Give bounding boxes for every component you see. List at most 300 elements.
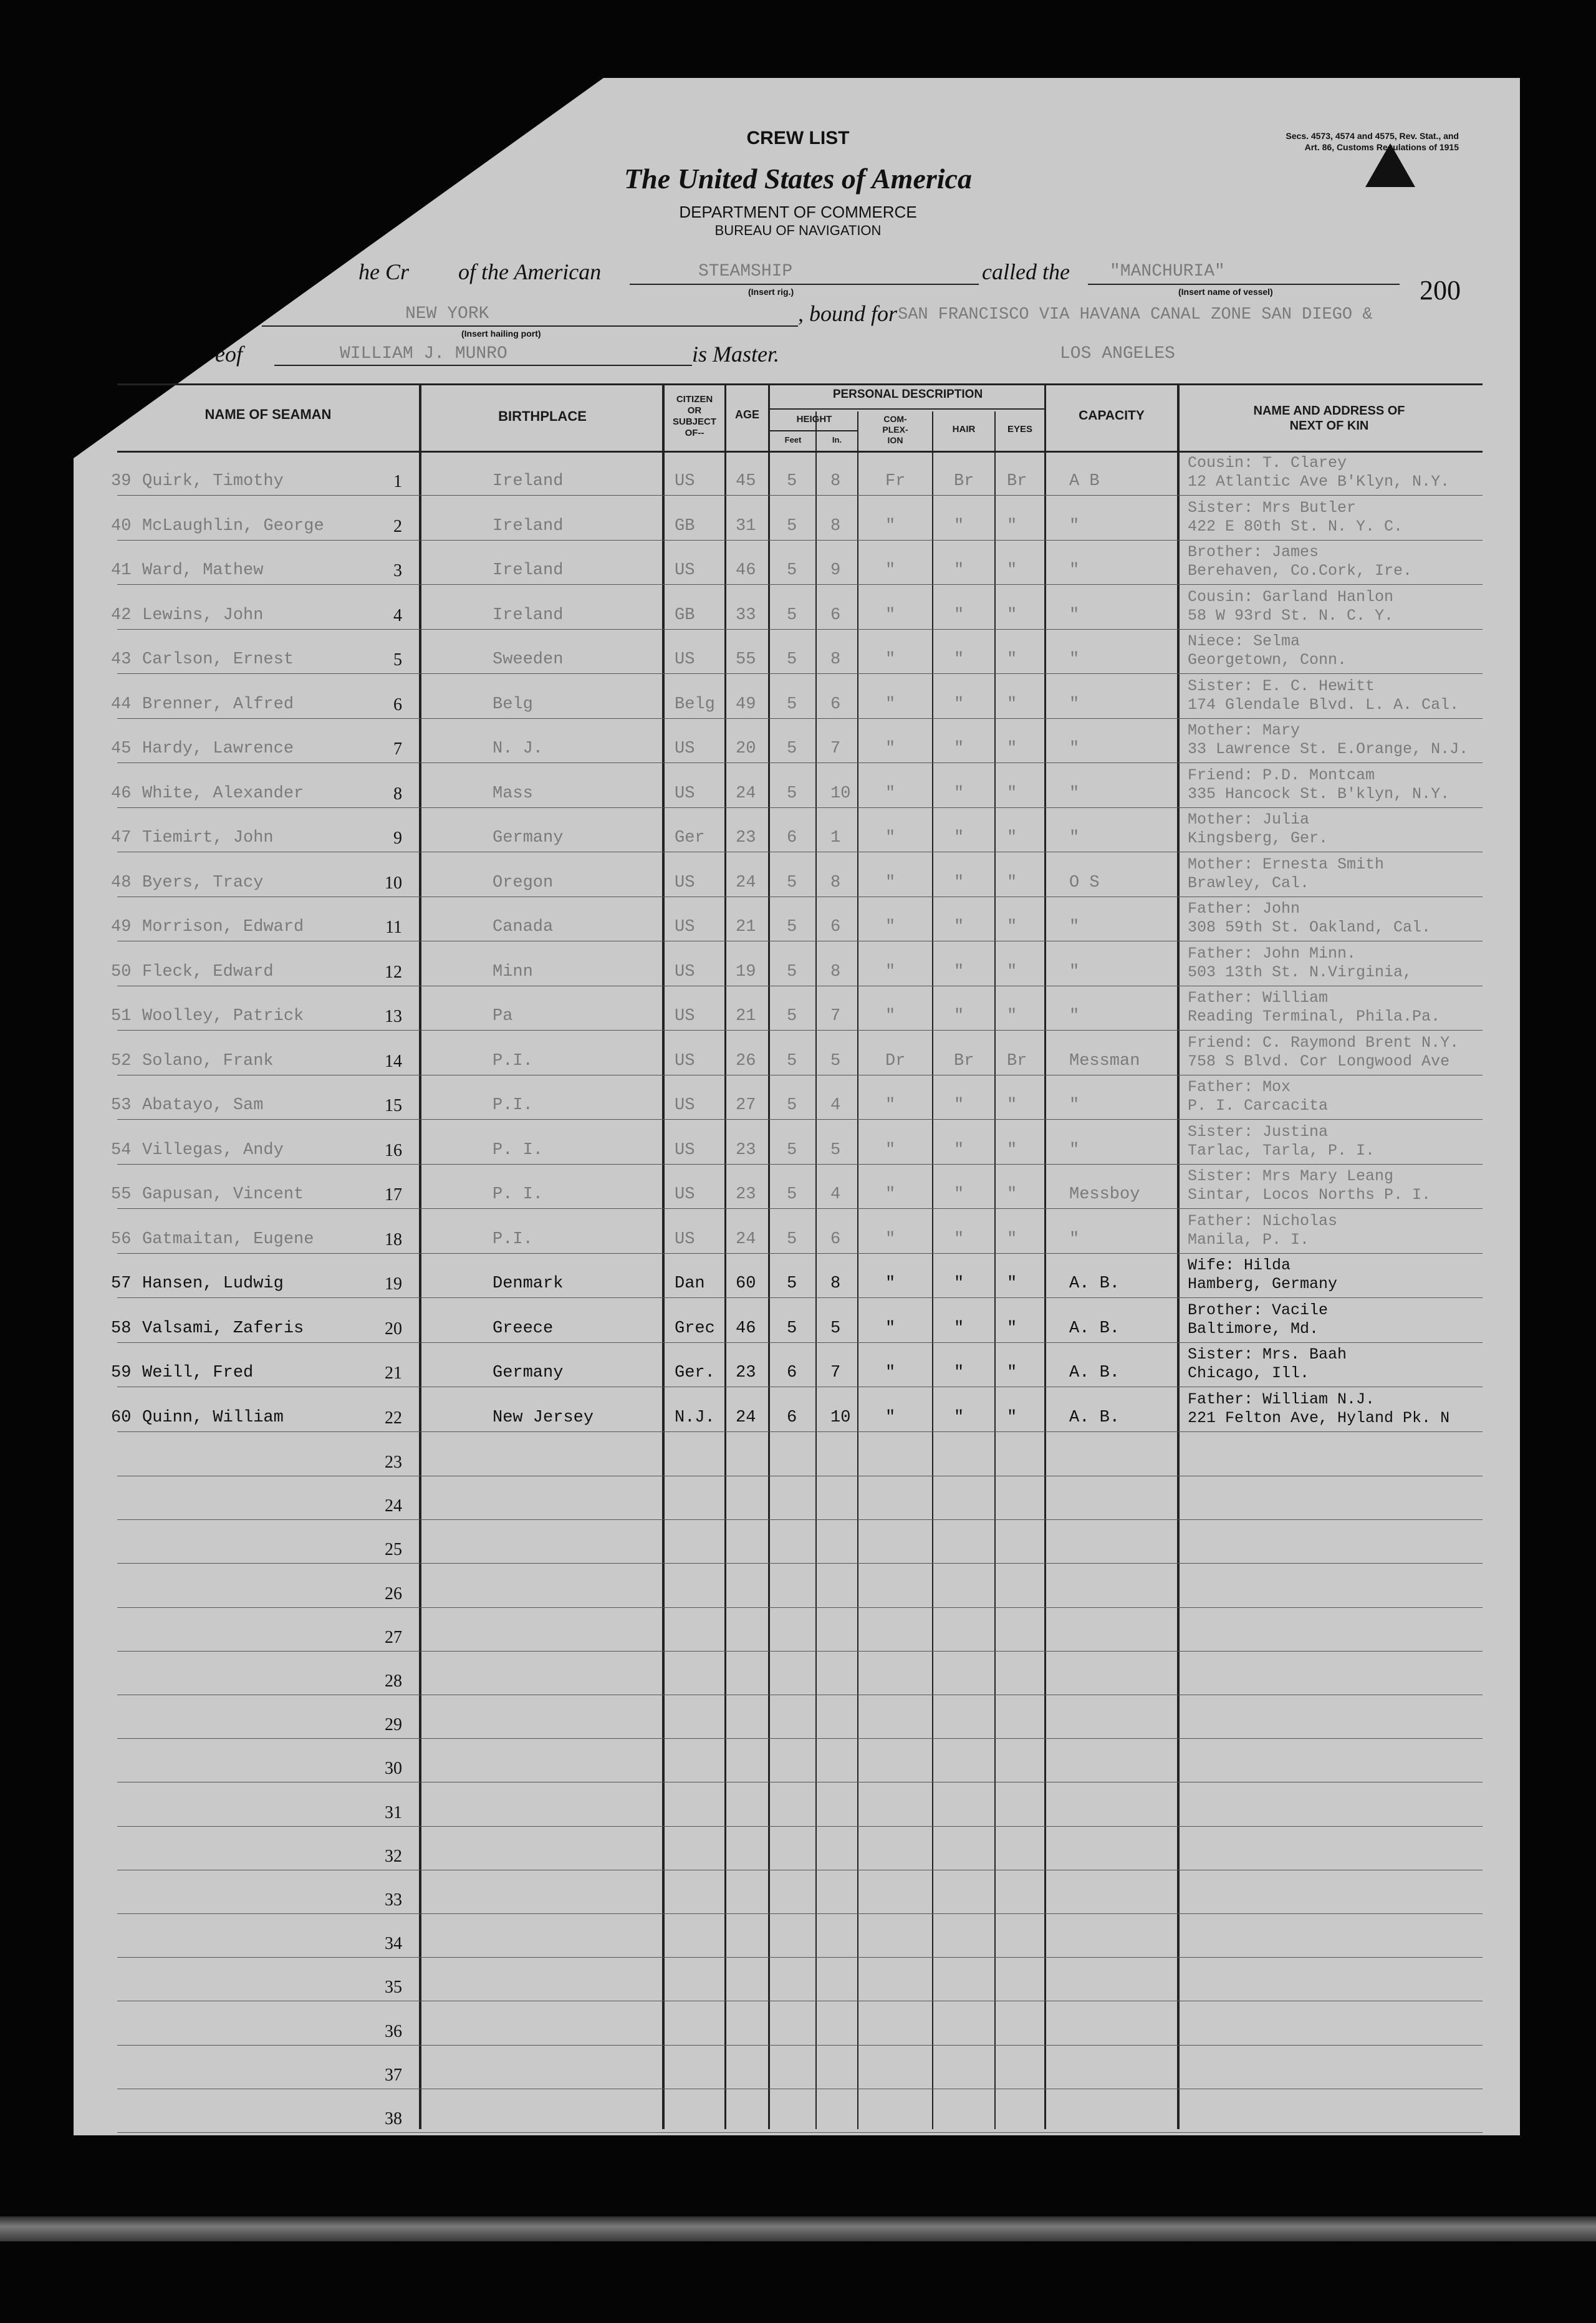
row-rule bbox=[117, 673, 1483, 674]
cell-in: 7 bbox=[830, 1364, 841, 1382]
cell-kin1: Niece: Selma bbox=[1188, 632, 1300, 650]
cell-age: 60 bbox=[736, 1274, 756, 1293]
row-rule bbox=[117, 1826, 1483, 1827]
cell-name: Byers, Tracy bbox=[142, 873, 264, 892]
destination-continued: LOS ANGELES bbox=[1060, 344, 1175, 363]
col-header-hair: HAIR bbox=[952, 424, 976, 435]
cell-seq: 49 bbox=[111, 918, 132, 936]
cell-comp: " bbox=[885, 516, 896, 536]
cell-in: 8 bbox=[830, 650, 841, 669]
empty-row-number: 23 bbox=[385, 1453, 402, 1472]
form-title: CREW LIST bbox=[746, 128, 850, 148]
whereof-label: eof bbox=[215, 342, 243, 367]
cell-hair: " bbox=[954, 650, 964, 669]
col-header-complexion-2: PLEX- bbox=[882, 425, 908, 435]
row-rule bbox=[117, 718, 1483, 719]
cell-birth: Ireland bbox=[493, 516, 564, 536]
row-rule bbox=[117, 807, 1483, 808]
cell-age: 24 bbox=[736, 1408, 756, 1427]
cell-birth: Sweeden bbox=[493, 650, 564, 669]
department-title: DEPARTMENT OF COMMERCE bbox=[679, 203, 917, 221]
cell-comp: " bbox=[885, 561, 896, 580]
row-number: 11 bbox=[385, 918, 402, 937]
col-header-feet: Feet bbox=[784, 435, 802, 445]
cell-kin2: Manila, P. I. bbox=[1188, 1230, 1310, 1249]
cell-seq: 45 bbox=[111, 739, 132, 758]
cell-cap: " bbox=[1069, 1140, 1080, 1160]
cell-birth: Ireland bbox=[493, 561, 564, 580]
line1-text: of the American bbox=[458, 259, 602, 284]
cell-eyes: " bbox=[1007, 1408, 1017, 1427]
cell-birth: P.I. bbox=[493, 1096, 533, 1115]
cell-kin2: Brawley, Cal. bbox=[1188, 873, 1310, 892]
cell-cit: US bbox=[675, 962, 695, 981]
cell-kin2: 221 Felton Ave, Hyland Pk. N bbox=[1188, 1408, 1450, 1427]
cell-kin2: 12 Atlantic Ave B'Klyn, N.Y. bbox=[1188, 473, 1450, 491]
cell-comp: " bbox=[885, 1319, 896, 1338]
cell-eyes: " bbox=[1007, 829, 1017, 847]
row-number: 14 bbox=[385, 1051, 402, 1071]
col-divider-3 bbox=[724, 383, 726, 2129]
cell-cit: US bbox=[675, 784, 695, 803]
cell-in: 6 bbox=[830, 918, 841, 936]
row-rule bbox=[117, 1563, 1483, 1564]
cell-in: 7 bbox=[830, 1007, 841, 1026]
statute-note-1: Secs. 4573, 4574 and 4575, Rev. Stat., and bbox=[1286, 131, 1459, 141]
cell-hair: " bbox=[954, 1319, 964, 1338]
cell-comp: " bbox=[885, 1007, 896, 1026]
cell-birth: N. J. bbox=[493, 739, 544, 758]
hailing-underline bbox=[262, 325, 798, 327]
cell-in: 8 bbox=[830, 962, 841, 981]
cell-kin1: Father: Mox bbox=[1188, 1078, 1291, 1096]
vessel-underline bbox=[1088, 284, 1400, 285]
cell-seq: 55 bbox=[111, 1185, 132, 1204]
cell-birth: P. I. bbox=[493, 1185, 544, 1204]
cell-seq: 42 bbox=[111, 605, 132, 625]
cell-comp: " bbox=[885, 962, 896, 981]
line1-prefix: he Cr bbox=[358, 259, 409, 284]
vessel-caption: (Insert name of vessel) bbox=[1178, 287, 1273, 297]
col-header-citizen-1: CITIZEN bbox=[676, 394, 713, 405]
cell-kin2: Hamberg, Germany bbox=[1188, 1275, 1338, 1293]
cell-kin1: Brother: James bbox=[1188, 543, 1319, 561]
cell-birth: New Jersey bbox=[493, 1408, 594, 1427]
cell-seq: 44 bbox=[111, 695, 132, 714]
row-number: 13 bbox=[385, 1007, 402, 1026]
empty-row-number: 37 bbox=[385, 2065, 402, 2085]
cell-ft: 5 bbox=[787, 1274, 797, 1293]
hailing-port: NEW YORK bbox=[405, 304, 489, 324]
cell-seq: 41 bbox=[111, 561, 132, 580]
row-rule bbox=[117, 1119, 1483, 1120]
cell-ft: 5 bbox=[787, 1096, 797, 1115]
table-top-rule bbox=[117, 383, 1483, 385]
cell-cit: US bbox=[675, 1140, 695, 1160]
cell-kin1: Father: Nicholas bbox=[1188, 1211, 1338, 1230]
cell-age: 21 bbox=[736, 918, 756, 936]
row-rule bbox=[117, 1738, 1483, 1739]
cell-in: 8 bbox=[830, 516, 841, 536]
row-rule bbox=[117, 1431, 1483, 1432]
cell-kin1: Wife: Hilda bbox=[1188, 1256, 1291, 1274]
cell-cit: US bbox=[675, 1051, 695, 1070]
cell-birth: P. I. bbox=[493, 1140, 544, 1160]
cell-kin2: P. I. Carcacita bbox=[1188, 1097, 1329, 1115]
cell-cit: US bbox=[675, 650, 695, 669]
cell-birth: Ireland bbox=[493, 605, 564, 625]
cell-in: 8 bbox=[830, 472, 841, 491]
film-edge bbox=[0, 2216, 1596, 2241]
cell-name: Brenner, Alfred bbox=[142, 695, 294, 714]
cell-eyes: " bbox=[1007, 1140, 1017, 1160]
cell-kin2: Sintar, Locos Norths P. I. bbox=[1188, 1186, 1431, 1204]
row-rule bbox=[117, 1519, 1483, 1520]
col-header-capacity: CAPACITY bbox=[1079, 408, 1145, 423]
cell-cit: Grec bbox=[675, 1319, 715, 1338]
cell-kin1: Friend: C. Raymond Brent N.Y. bbox=[1188, 1033, 1459, 1052]
cell-cit: Ger. bbox=[675, 1364, 715, 1382]
col-divider-9 bbox=[1044, 383, 1046, 2129]
col-divider-8 bbox=[994, 411, 996, 2129]
row-number: 9 bbox=[393, 829, 402, 848]
cell-age: 31 bbox=[736, 516, 756, 536]
row-rule bbox=[117, 1342, 1483, 1343]
cell-hair: " bbox=[954, 1229, 964, 1249]
cell-cit: GB bbox=[675, 516, 695, 536]
cell-hair: Br bbox=[954, 1051, 974, 1070]
cell-age: 24 bbox=[736, 784, 756, 803]
cell-seq: 58 bbox=[111, 1319, 132, 1338]
cell-comp: " bbox=[885, 605, 896, 625]
cell-age: 23 bbox=[736, 1364, 756, 1382]
cell-seq: 60 bbox=[111, 1408, 132, 1427]
cell-in: 6 bbox=[830, 695, 841, 714]
cell-hair: " bbox=[954, 605, 964, 625]
cell-cit: US bbox=[675, 739, 695, 758]
cell-name: Solano, Frank bbox=[142, 1051, 274, 1070]
cell-ft: 5 bbox=[787, 1185, 797, 1204]
cell-seq: 56 bbox=[111, 1229, 132, 1249]
cell-cit: US bbox=[675, 561, 695, 580]
cell-kin1: Sister: Mrs Mary Leang bbox=[1188, 1167, 1394, 1185]
cell-name: Fleck, Edward bbox=[142, 962, 274, 981]
cell-birth: Mass bbox=[493, 784, 533, 803]
cell-seq: 50 bbox=[111, 962, 132, 981]
cell-hair: " bbox=[954, 829, 964, 847]
row-number: 8 bbox=[393, 784, 402, 804]
cell-kin2: 308 59th St. Oakland, Cal. bbox=[1188, 918, 1431, 936]
col-header-citizen-4: OF-- bbox=[685, 428, 704, 438]
cell-cap: A. B. bbox=[1069, 1408, 1120, 1427]
empty-row-number: 32 bbox=[385, 1846, 402, 1866]
cell-name: Tiemirt, John bbox=[142, 829, 274, 847]
col-header-height: HEIGHT bbox=[796, 414, 832, 425]
cell-eyes: " bbox=[1007, 1185, 1017, 1204]
cell-cap: " bbox=[1069, 829, 1080, 847]
cell-cap: " bbox=[1069, 1229, 1080, 1249]
cell-kin2: Kingsberg, Ger. bbox=[1188, 829, 1329, 847]
cell-name: Morrison, Edward bbox=[142, 918, 304, 936]
cell-ft: 5 bbox=[787, 1140, 797, 1160]
cell-kin1: Mother: Ernesta Smith bbox=[1188, 855, 1385, 873]
cell-cit: US bbox=[675, 1185, 695, 1204]
row-number: 4 bbox=[393, 605, 402, 625]
col-divider-6 bbox=[857, 411, 858, 2129]
row-rule bbox=[117, 495, 1483, 496]
cell-name: Carlson, Ernest bbox=[142, 650, 294, 669]
cell-ft: 5 bbox=[787, 516, 797, 536]
rig-value: STEAMSHIP bbox=[698, 262, 793, 281]
cell-kin1: Father: William bbox=[1188, 989, 1329, 1007]
col-header-personal: PERSONAL DESCRIPTION bbox=[832, 388, 983, 401]
col-header-age: AGE bbox=[734, 408, 759, 421]
cell-age: 19 bbox=[736, 962, 756, 981]
cell-cit: Ger bbox=[675, 829, 705, 847]
row-rule bbox=[117, 762, 1483, 763]
cell-in: 8 bbox=[830, 1274, 841, 1293]
row-number: 7 bbox=[393, 739, 402, 759]
cell-cit: N.J. bbox=[675, 1408, 715, 1427]
cell-seq: 52 bbox=[111, 1051, 132, 1070]
cell-in: 5 bbox=[830, 1051, 841, 1070]
cell-birth: Minn bbox=[493, 962, 533, 981]
empty-row-number: 28 bbox=[385, 1671, 402, 1691]
cell-in: 6 bbox=[830, 1229, 841, 1249]
cell-in: 8 bbox=[830, 873, 841, 892]
cell-eyes: " bbox=[1007, 561, 1017, 580]
empty-row-number: 30 bbox=[385, 1759, 402, 1779]
cell-eyes: " bbox=[1007, 1364, 1017, 1382]
cell-comp: " bbox=[885, 1229, 896, 1249]
cell-comp: " bbox=[885, 1274, 896, 1293]
cell-eyes: " bbox=[1007, 1229, 1017, 1249]
cell-cap: " bbox=[1069, 516, 1080, 536]
cell-kin2: 758 S Blvd. Cor Longwood Ave bbox=[1188, 1052, 1450, 1070]
cell-seq: 48 bbox=[111, 873, 132, 892]
row-number: 10 bbox=[385, 873, 402, 893]
empty-row-number: 34 bbox=[385, 1934, 402, 1954]
cell-birth: Germany bbox=[493, 1364, 564, 1382]
cell-hair: " bbox=[954, 695, 964, 714]
cell-comp: " bbox=[885, 918, 896, 936]
cell-ft: 6 bbox=[787, 829, 797, 847]
row-rule bbox=[117, 1164, 1483, 1165]
cell-age: 23 bbox=[736, 1185, 756, 1204]
is-master-label: is Master. bbox=[692, 342, 780, 367]
row-rule bbox=[117, 2045, 1483, 2046]
vessel-name: "MANCHURIA" bbox=[1110, 262, 1225, 281]
col-divider-1 bbox=[419, 383, 421, 2129]
cell-comp: " bbox=[885, 873, 896, 892]
cell-in: 10 bbox=[830, 1408, 851, 1427]
cell-kin2: Tarlac, Tarla, P. I. bbox=[1188, 1141, 1375, 1160]
cell-eyes: " bbox=[1007, 650, 1017, 669]
cell-eyes: " bbox=[1007, 739, 1017, 758]
cell-age: 23 bbox=[736, 1140, 756, 1160]
cell-cap: A B bbox=[1069, 472, 1100, 491]
row-number: 19 bbox=[385, 1274, 402, 1294]
row-number: 6 bbox=[393, 695, 402, 714]
row-number: 16 bbox=[385, 1140, 402, 1160]
cell-ft: 5 bbox=[787, 472, 797, 491]
cell-hair: " bbox=[954, 873, 964, 892]
cell-cap: Messman bbox=[1069, 1051, 1140, 1070]
cell-comp: Dr bbox=[885, 1051, 906, 1070]
cell-hair: " bbox=[954, 1096, 964, 1115]
cell-seq: 53 bbox=[111, 1096, 132, 1115]
cell-age: 55 bbox=[736, 650, 756, 669]
cell-eyes: " bbox=[1007, 516, 1017, 536]
called-the-label: called the bbox=[982, 259, 1070, 284]
cell-cap: " bbox=[1069, 962, 1080, 981]
cell-in: 5 bbox=[830, 1140, 841, 1160]
cell-ft: 5 bbox=[787, 561, 797, 580]
cell-birth: Ireland bbox=[493, 472, 564, 491]
row-rule bbox=[117, 1253, 1483, 1254]
cell-cit: Dan bbox=[675, 1274, 705, 1293]
cell-eyes: Br bbox=[1007, 1051, 1027, 1070]
cell-comp: " bbox=[885, 695, 896, 714]
bureau-title: BUREAU OF NAVIGATION bbox=[714, 223, 882, 238]
empty-row-number: 36 bbox=[385, 2021, 402, 2041]
statute-note-2: Art. 86, Customs Regulations of 1915 bbox=[1304, 142, 1459, 152]
cell-seq: 39 bbox=[111, 472, 132, 491]
cell-cap: Messboy bbox=[1069, 1185, 1140, 1204]
cell-name: Weill, Fred bbox=[142, 1364, 254, 1382]
col-header-kin-1: NAME AND ADDRESS OF bbox=[1253, 404, 1405, 418]
col-header-kin-2: NEXT OF KIN bbox=[1289, 419, 1369, 433]
cell-comp: " bbox=[885, 829, 896, 847]
cell-kin2: Baltimore, Md. bbox=[1188, 1319, 1319, 1338]
rig-underline bbox=[630, 284, 979, 285]
cell-seq: 43 bbox=[111, 650, 132, 669]
col-divider-7 bbox=[932, 411, 933, 2129]
cell-hair: " bbox=[954, 1007, 964, 1026]
cell-birth: Pa bbox=[493, 1007, 513, 1026]
cell-ft: 5 bbox=[787, 650, 797, 669]
cell-in: 1 bbox=[830, 829, 841, 847]
cell-in: 5 bbox=[830, 1319, 841, 1338]
cell-kin2: Georgetown, Conn. bbox=[1188, 651, 1347, 669]
cell-kin1: Father: William N.J. bbox=[1188, 1390, 1375, 1408]
cell-name: White, Alexander bbox=[142, 784, 304, 803]
row-number: 1 bbox=[393, 472, 402, 491]
row-number: 5 bbox=[393, 650, 402, 670]
cell-ft: 5 bbox=[787, 918, 797, 936]
cell-comp: " bbox=[885, 1140, 896, 1160]
cell-kin2: 174 Glendale Blvd. L. A. Cal. bbox=[1188, 695, 1459, 714]
cell-eyes: Br bbox=[1007, 472, 1027, 491]
cell-comp: " bbox=[885, 784, 896, 803]
cell-eyes: " bbox=[1007, 695, 1017, 714]
height-rule bbox=[768, 430, 857, 431]
cell-seq: 47 bbox=[111, 829, 132, 847]
cell-name: Gapusan, Vincent bbox=[142, 1185, 304, 1204]
cell-seq: 54 bbox=[111, 1140, 132, 1160]
row-number: 12 bbox=[385, 962, 402, 982]
cell-age: 49 bbox=[736, 695, 756, 714]
cell-cap: A. B. bbox=[1069, 1274, 1120, 1293]
cell-cit: US bbox=[675, 873, 695, 892]
empty-row-number: 26 bbox=[385, 1584, 402, 1604]
cell-ft: 5 bbox=[787, 962, 797, 981]
cell-name: Lewins, John bbox=[142, 605, 264, 625]
col-divider-2 bbox=[662, 383, 665, 2129]
cell-eyes: " bbox=[1007, 1319, 1017, 1338]
cell-hair: " bbox=[954, 962, 964, 981]
cell-name: Hansen, Ludwig bbox=[142, 1274, 284, 1293]
cell-kin1: Sister: Mrs Butler bbox=[1188, 498, 1357, 517]
cell-hair: " bbox=[954, 918, 964, 936]
cell-birth: Greece bbox=[493, 1319, 554, 1338]
hailing-caption: (Insert hailing port) bbox=[461, 329, 541, 339]
cell-age: 27 bbox=[736, 1096, 756, 1115]
cell-kin1: Sister: E. C. Hewitt bbox=[1188, 676, 1375, 695]
cell-kin2: 335 Hancock St. B'klyn, N.Y. bbox=[1188, 784, 1450, 803]
col-divider-4 bbox=[768, 383, 770, 2129]
cell-hair: " bbox=[954, 1408, 964, 1427]
cell-cit: GB bbox=[675, 605, 695, 625]
cell-ft: 6 bbox=[787, 1408, 797, 1427]
cell-seq: 40 bbox=[111, 516, 132, 536]
row-rule bbox=[117, 2132, 1483, 2133]
row-number: 21 bbox=[385, 1364, 402, 1383]
cell-cap: " bbox=[1069, 1007, 1080, 1026]
cell-hair: " bbox=[954, 1185, 964, 1204]
cell-cit: US bbox=[675, 1229, 695, 1249]
bound-for-label: , bound for bbox=[798, 301, 898, 326]
cell-kin1: Sister: Mrs. Baah bbox=[1188, 1345, 1347, 1364]
cell-birth: Canada bbox=[493, 918, 554, 936]
cell-kin1: Mother: Mary bbox=[1188, 721, 1300, 739]
empty-row-number: 29 bbox=[385, 1715, 402, 1735]
row-number: 18 bbox=[385, 1229, 402, 1249]
cell-in: 7 bbox=[830, 739, 841, 758]
cell-cap: A. B. bbox=[1069, 1319, 1120, 1338]
row-rule bbox=[117, 1208, 1483, 1209]
cell-kin2: Berehaven, Co.Cork, Ire. bbox=[1188, 562, 1413, 580]
row-rule bbox=[117, 1297, 1483, 1298]
cell-cap: O S bbox=[1069, 873, 1100, 892]
cell-age: 45 bbox=[736, 472, 756, 491]
master-name: WILLIAM J. MUNRO bbox=[340, 344, 507, 363]
col-header-complexion-3: ION bbox=[887, 435, 903, 445]
cell-comp: " bbox=[885, 1096, 896, 1115]
row-number: 3 bbox=[393, 561, 402, 580]
cell-age: 23 bbox=[736, 829, 756, 847]
cell-comp: " bbox=[885, 1185, 896, 1204]
cell-hair: " bbox=[954, 561, 964, 580]
cell-cap: A. B. bbox=[1069, 1364, 1120, 1382]
row-rule bbox=[117, 1651, 1483, 1652]
col-header-name: NAME OF SEAMAN bbox=[204, 406, 332, 422]
cell-hair: " bbox=[954, 739, 964, 758]
cell-name: Villegas, Andy bbox=[142, 1140, 284, 1160]
cell-kin1: Friend: P.D. Montcam bbox=[1188, 766, 1375, 784]
cell-eyes: " bbox=[1007, 1007, 1017, 1026]
cell-kin1: Brother: Vacile bbox=[1188, 1301, 1329, 1319]
cell-name: Valsami, Zaferis bbox=[142, 1319, 304, 1338]
cell-age: 26 bbox=[736, 1051, 756, 1070]
cell-cit: US bbox=[675, 1007, 695, 1026]
cell-ft: 5 bbox=[787, 695, 797, 714]
cell-age: 24 bbox=[736, 873, 756, 892]
cell-ft: 5 bbox=[787, 1319, 797, 1338]
cell-hair: " bbox=[954, 1140, 964, 1160]
cell-in: 6 bbox=[830, 605, 841, 625]
cell-eyes: " bbox=[1007, 1096, 1017, 1115]
